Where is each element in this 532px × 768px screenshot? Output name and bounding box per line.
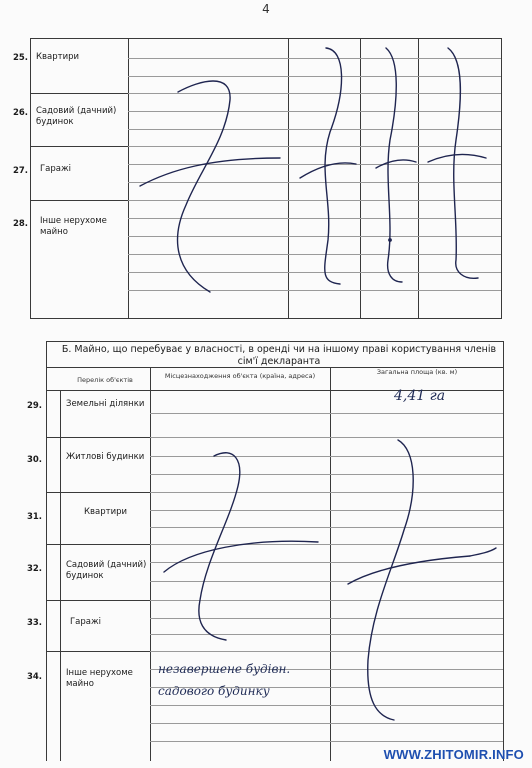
row-number: 30. bbox=[26, 455, 42, 465]
row-label: Садовий (дачний) будинок bbox=[66, 560, 147, 581]
watermark-logo: WWW.ZHITOMIR.INFO bbox=[383, 747, 524, 762]
row-label: Житлові будинки bbox=[66, 452, 145, 462]
col-header-objects: Перелік об'єктів bbox=[77, 376, 133, 384]
row-label: Квартири bbox=[36, 52, 80, 62]
row-label: Інше нерухоме майно bbox=[40, 216, 107, 237]
row-number: 25. bbox=[12, 53, 28, 63]
row-label: Гаражі bbox=[40, 164, 72, 174]
row-number: 26. bbox=[12, 108, 28, 118]
row-label: Земельні ділянки bbox=[66, 399, 145, 409]
row-number: 33. bbox=[26, 618, 42, 628]
handwritten-area-value: 4,41 га bbox=[394, 388, 446, 404]
row-number: 29. bbox=[26, 401, 42, 411]
row-number: 31. bbox=[26, 512, 42, 522]
row-number: 27. bbox=[12, 166, 28, 176]
handwritten-note-line1: незавершене будівн. bbox=[158, 662, 291, 676]
row-label: Квартири bbox=[84, 507, 128, 517]
row-label: Садовий (дачний) будинок bbox=[36, 106, 117, 127]
row-number: 34. bbox=[26, 672, 42, 682]
section-b-title: Б. Майно, що перебуває у власності, в оренді чи на іншому праві користування членів сім'ї декларанта bbox=[61, 344, 497, 367]
row-number: 32. bbox=[26, 564, 42, 574]
col-header-area: Загальна площа (кв. м) bbox=[376, 368, 458, 376]
col-header-location: Місцезнаходження об'єкта (країна, адреса) bbox=[164, 372, 316, 380]
handwritten-note-line2: садового будинку bbox=[158, 684, 270, 698]
row-label: Гаражі bbox=[70, 617, 102, 627]
row-number: 28. bbox=[12, 219, 28, 229]
row-label: Інше нерухоме майно bbox=[66, 668, 133, 689]
page-number: 4 bbox=[262, 2, 270, 16]
